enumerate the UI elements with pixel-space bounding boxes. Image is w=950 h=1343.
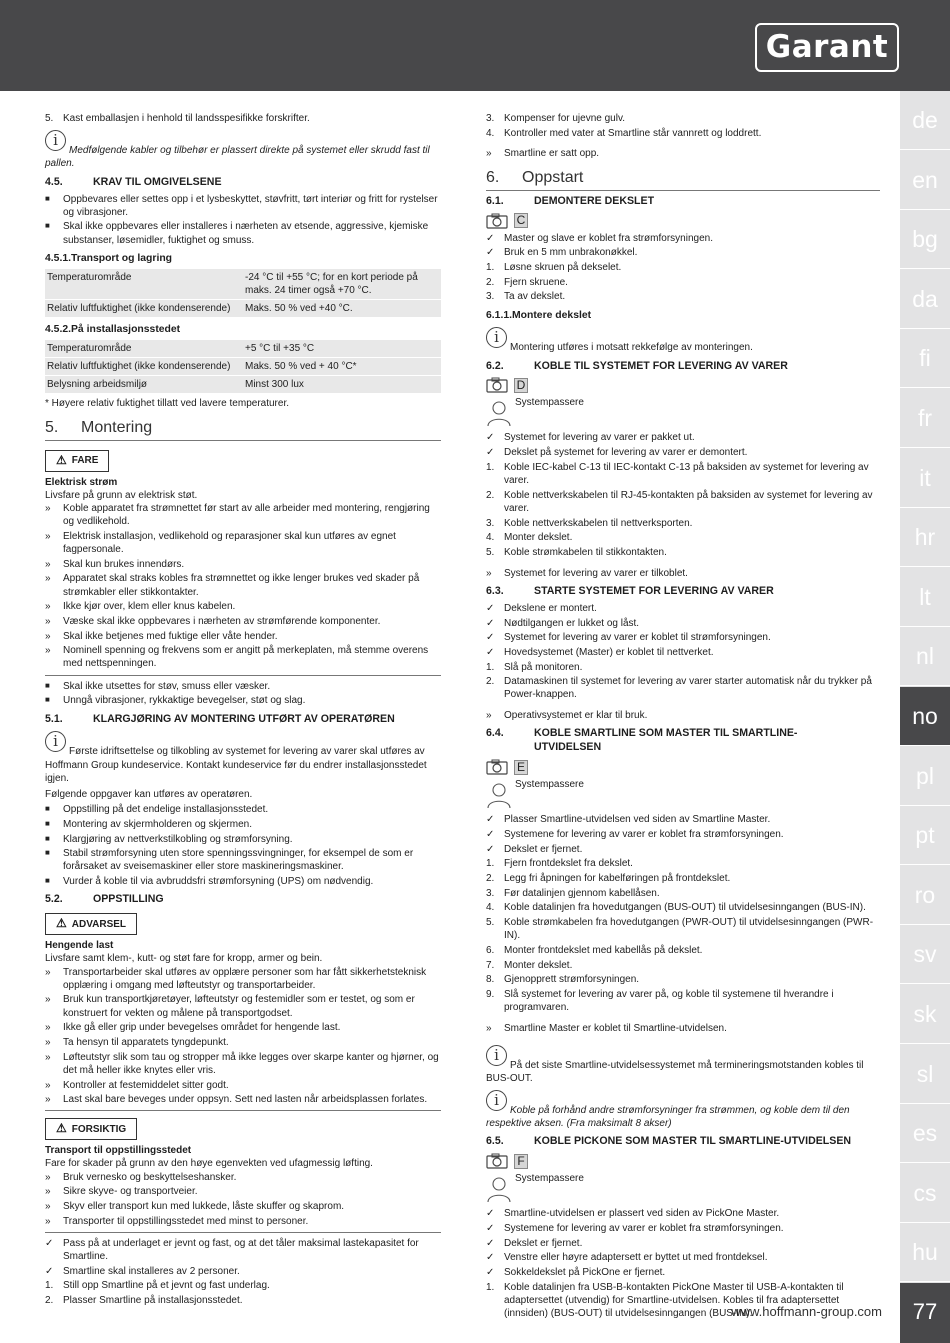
footnote: * Høyere relativ fuktighet tillatt ved lavere temperaturer.	[45, 398, 289, 410]
list-item: ✓ Dekslet på systemet for levering av varer er demontert.	[486, 447, 748, 459]
step-list	[45, 1279, 441, 1307]
personnel-requirement: Systempassere	[486, 778, 880, 809]
result-item: » Systemet for levering av varer er tilkoblet.	[486, 567, 688, 579]
step-item: 1. Fjern frontdekslet fra dekslet.	[486, 858, 633, 870]
step-item: 1. Koble IEC-kabel C-13 til IEC-kontakt C-13 på baksiden av systemet for levering av varer.	[486, 461, 869, 487]
figure-reference	[486, 1153, 880, 1169]
info-icon: i	[486, 1045, 507, 1066]
list-item: ✓ Pass på at underlaget er jevnt og fast, og at det tåler maksimal lastekapasitet for Smartline.	[45, 1237, 419, 1263]
list-item: ✓ Hovedsystemet (Master) er koblet til nettverket.	[486, 646, 714, 658]
step-item: 6. Monter frontdekslet med kabellås på dekslet.	[486, 944, 703, 956]
page-header	[0, 0, 950, 91]
step-list	[486, 857, 880, 1014]
list-item: ■ Stabil strømforsyning uten store spenningssvingninger, for eksempel de som er forårsaket av sveisemaskiner eller store maskineringsmaskiner.	[45, 848, 414, 873]
figure-reference	[486, 377, 880, 393]
info-note: i Montering utføres i motsatt rekkefølge av monteringen.	[486, 327, 880, 354]
hazard-title: Elektrisk strøm	[45, 476, 118, 488]
list-item: » Nominell spenning og frekvens som er angitt på merkeplaten, må stemme overens med nettspenningen.	[45, 645, 429, 670]
language-tab-en[interactable]: en	[900, 151, 950, 210]
step-item: 4. Monter dekslet.	[486, 532, 573, 544]
table-key-cell: Relativ luftfuktighet (ikke kondenserende)	[45, 299, 243, 317]
hazard-description: Livsfare på grunn av elektrisk støt.	[45, 489, 198, 501]
square-list	[45, 803, 441, 888]
divider	[45, 1110, 441, 1111]
step-item: 1. Koble datalinjen fra USB-B-kontakten PickOne Master til USB-A-kontakten til adaptersettet (utvendig) for Smartline-utvidelsen. Kobles til fra adaptersettet (innsiden) (BUS-OUT) til utvidelsesinngangen (BUS-IN).	[486, 1281, 844, 1320]
spec-table-installation	[45, 340, 441, 395]
list-item: » Løfteutstyr slik som tau og stropper må ikke legges over skarpe kanter og hjørner, og det må heller ikke knytes eller vris.	[45, 1051, 439, 1076]
chapter-heading: 5. Montering	[45, 417, 441, 441]
divider	[45, 1232, 441, 1233]
list-item: ■ Unngå vibrasjoner, rykkaktige bevegelser, støt og slag.	[45, 695, 306, 707]
info-note: i Koble på forhånd andre strømforsyninger fra strømmen, og koble dem til den respektive aksen. (Fra maksimalt 8 akser)	[486, 1090, 850, 1130]
language-tab-pl[interactable]: pl	[900, 747, 950, 806]
caution-label: ⚠ FORSIKTIG	[45, 1118, 137, 1140]
step-item: 3. Koble nettverkskabelen til nettverksporten.	[486, 517, 693, 529]
section-heading: 5.1. KLARGJØRING AV MONTERING UTFØRT AV OPERATØREN	[45, 712, 395, 725]
table-value-cell: Minst 300 lux	[243, 376, 441, 394]
list-item: ■ Oppbevares eller settes opp i et lysbeskyttet, støvfritt, tørt interiør og fritt for rystelser og vibrasjoner.	[45, 193, 438, 218]
left-column	[45, 112, 441, 1309]
language-tab-hu[interactable]: hu	[900, 1223, 950, 1282]
list-item: » Skyv eller transport kun med lukkede, låste skuffer og skaprom.	[45, 1200, 345, 1212]
list-item: ■ Skal ikke oppbevares eller installeres i nærheten av etsende, aggressive, kjemiske substanser, løsemidler, fuktighet og smuss.	[45, 221, 429, 246]
check-list	[486, 813, 880, 856]
list-item: ✓ Systemet for levering av varer er pakket ut.	[486, 432, 695, 444]
list-item: ✓ Sokkeldekslet på PickOne er fjernet.	[486, 1267, 666, 1279]
language-tab-es[interactable]: es	[900, 1104, 950, 1163]
person-icon	[486, 400, 512, 427]
page-number: 77	[900, 1283, 950, 1343]
section-heading: 4.5. KRAV TIL OMGIVELSENE	[45, 175, 222, 188]
language-sidebar	[900, 91, 950, 1343]
list-item: ✓ Smartline-utvidelsen er plassert ved siden av PickOne Master.	[486, 1208, 780, 1220]
square-list	[45, 680, 441, 708]
step-item: 2. Plasser Smartline på installasjonsstedet.	[45, 1295, 243, 1307]
list-item: ✓ Master og slave er koblet fra strømforsyningen.	[486, 232, 713, 244]
hazard-title: Transport til oppstillingsstedet	[45, 1145, 192, 1157]
warning-triangle-icon: ⚠	[56, 1121, 67, 1136]
camera-icon	[486, 759, 508, 775]
check-list	[486, 602, 880, 659]
table-value-cell: Maks. 50 % ved +40 °C.	[243, 299, 441, 317]
figure-letter: C	[514, 213, 528, 228]
figure-letter: E	[514, 760, 528, 775]
language-tab-no[interactable]: no	[900, 687, 950, 746]
figure-reference	[486, 759, 880, 775]
language-tab-de[interactable]: de	[900, 91, 950, 150]
section-heading: 5.2. OPPSTILLING	[45, 893, 164, 906]
warning-triangle-icon: ⚠	[56, 452, 67, 467]
step-list	[486, 1281, 880, 1321]
list-item: ✓ Systemene for levering av varer er koblet fra strømforsyningen.	[486, 828, 784, 840]
list-item: ✓ Dekslet er fjernet.	[486, 1237, 583, 1249]
step-list	[486, 261, 880, 304]
list-item: » Koble apparatet fra strømnettet før start av alle arbeider med montering, rengjøring og vedlikehold.	[45, 502, 430, 528]
spec-table-transport	[45, 269, 441, 319]
garant-logo: Garant	[755, 23, 899, 72]
info-note: i Medfølgende kabler og tilbehør er plassert direkte på systemet eller skrudd fast til pallen.	[45, 131, 430, 170]
list-item: ✓ Venstre eller høyre adaptersett er byttet ut med frontdeksel.	[486, 1252, 768, 1264]
instruction-list	[45, 502, 441, 671]
step-item: 1. Løsne skruen på dekselet.	[486, 262, 622, 274]
result-item: » Operativsystemet er klar til bruk.	[486, 710, 648, 722]
language-tab-fi[interactable]: fi	[900, 329, 950, 388]
list-item: » Transportarbeider skal utføres av opplære personer som har fått sikkerhetsteknisk opplæring i omgang med løfteutstyr og transportarbeider.	[45, 966, 427, 991]
list-item: ✓ Smartline skal installeres av 2 personer.	[45, 1265, 240, 1277]
divider	[45, 675, 441, 676]
list-item: » Ta hensyn til apparatets tyngdepunkt.	[45, 1036, 229, 1048]
language-tab-cs[interactable]: cs	[900, 1164, 950, 1223]
table-row	[45, 340, 441, 358]
language-tab-lt[interactable]: lt	[900, 568, 950, 627]
step-list	[486, 461, 880, 559]
check-list	[45, 1237, 441, 1278]
language-tab-pt[interactable]: pt	[900, 806, 950, 865]
subsection-heading: 6.1.1. Montere dekslet	[486, 309, 592, 321]
hazard-description: Fare for skader på grunn av den høye egenvekten ved ufagmessig løfting.	[45, 1158, 373, 1170]
step-item: 3. Før datalinjen gjennom kabellåsen.	[486, 887, 660, 899]
info-note: i På det siste Smartline-utvidelsessystemet må termineringsmotstanden kobles til BUS-OUT.	[486, 1045, 864, 1084]
list-item: » Bruk kun transportkjøretøyer, løfteutstyr og festemidler som er testet, og som er konstruert for vekten og målene på transportgodset.	[45, 994, 415, 1019]
check-list	[486, 232, 880, 260]
table-key-cell: Temperaturområde	[45, 269, 243, 300]
language-tab-it[interactable]: it	[900, 449, 950, 508]
list-item: ■ Vurder å koble til via avbruddsfri strømforsyning (UPS) om nødvendig.	[45, 876, 374, 888]
step-list	[486, 112, 880, 140]
figure-reference	[486, 213, 880, 229]
personnel-requirement: Systempassere	[486, 1172, 880, 1203]
step-item: 7. Monter dekslet.	[486, 959, 573, 971]
list-item: » Skal ikke betjenes med fuktige eller våte hender.	[45, 630, 278, 642]
section-heading: 6.1. DEMONTERE DEKSLET	[486, 194, 655, 207]
list-item: » Sikre skyve- og transportveier.	[45, 1186, 198, 1198]
subsection-heading: 4.5.2. På installasjonsstedet	[45, 324, 181, 336]
step-item: 8. Gjenopprett strømforsyningen.	[486, 974, 640, 986]
result-item: » Smartline er satt opp.	[486, 148, 600, 160]
section-heading: 6.4. KOBLE SMARTLINE SOM MASTER TIL SMARTLINE-UTVIDELSEN	[486, 727, 798, 754]
warning-triangle-icon: ⚠	[56, 916, 67, 931]
warning-label: ⚠ ADVARSEL	[45, 913, 137, 935]
footer-url[interactable]: www.hoffmann-group.com	[731, 1304, 882, 1319]
table-key-cell: Temperaturområde	[45, 340, 243, 358]
person-icon	[486, 1176, 512, 1203]
paragraph: Følgende oppgaver kan utføres av operatøren.	[45, 789, 253, 801]
step-list	[486, 661, 880, 702]
language-tab-ro[interactable]: ro	[900, 866, 950, 925]
section-heading: 6.5. KOBLE PICKONE SOM MASTER TIL SMARTLINE-UTVIDELSEN	[486, 1135, 852, 1148]
step-item: 1. Still opp Smartline på et jevnt og fast underlag.	[45, 1280, 270, 1292]
step-item: 1. Slå på monitoren.	[486, 661, 583, 673]
list-item: ✓ Systemene for levering av varer er koblet fra strømforsyningen.	[486, 1222, 784, 1234]
result-item: » Smartline Master er koblet til Smartline-utvidelsen.	[486, 1022, 727, 1034]
list-item: 5. Kast emballasjen i henhold til landsspesifikke forskrifter.	[45, 113, 310, 124]
check-list	[486, 431, 880, 459]
table-row	[45, 299, 441, 317]
step-item: 5. Koble strømkabelen fra hovedutgangen (PWR-OUT) til utvidelsesinngangen (PWR-IN).	[486, 917, 874, 942]
list-item: » Ikke gå eller grip under bevegelses området for hengende last.	[45, 1022, 341, 1034]
list-item: ✓ Dekslene er montert.	[486, 602, 597, 614]
step-item: 3. Kompenser for ujevne gulv.	[486, 113, 625, 124]
right-column	[486, 112, 880, 1322]
list-item: » Ikke kjør over, klem eller knus kabelen.	[45, 601, 236, 613]
figure-letter: D	[514, 378, 528, 393]
hazard-title: Hengende last	[45, 940, 114, 952]
section-heading: 6.3. STARTE SYSTEMET FOR LEVERING AV VARER	[486, 584, 774, 597]
camera-icon	[486, 377, 508, 393]
table-key-cell: Belysning arbeidsmiljø	[45, 376, 243, 394]
info-icon: i	[45, 130, 66, 151]
step-item: 2. Datamaskinen til systemet for levering av varer starter automatisk når du trykker på Power-knappen.	[486, 676, 872, 701]
table-row	[45, 376, 441, 394]
camera-icon	[486, 1153, 508, 1169]
info-icon: i	[45, 731, 66, 752]
language-tab-hr[interactable]: hr	[900, 508, 950, 567]
table-value-cell: Maks. 50 % ved + 40 °C*	[243, 358, 441, 376]
language-tab-sl[interactable]: sl	[900, 1045, 950, 1104]
list-item: ✓ Bruk en 5 mm unbrakonøkkel.	[486, 247, 638, 259]
list-item: » Bruk vernesko og beskyttelseshansker.	[45, 1171, 237, 1183]
list-item: ✓ Dekslet er fjernet.	[486, 843, 583, 855]
check-list	[486, 1207, 880, 1279]
info-icon: i	[486, 327, 507, 348]
list-item: ✓ Systemet for levering av varer er koblet til strømforsyningen.	[486, 632, 771, 644]
table-row	[45, 358, 441, 376]
step-item: 3. Ta av dekslet.	[486, 291, 566, 303]
list-item: » Væske skal ikke oppbevares i nærheten av strømførende komponenter.	[45, 615, 381, 627]
language-tab-sk[interactable]: sk	[900, 985, 950, 1044]
personnel-requirement: Systempassere	[486, 396, 880, 427]
list-item: ■ Skal ikke utsettes for støv, smuss eller væsker.	[45, 680, 271, 692]
table-row	[45, 269, 441, 300]
language-tab-bg[interactable]: bg	[900, 210, 950, 269]
step-item: 4. Kontroller med vater at Smartline står vannrett og loddrett.	[486, 127, 762, 139]
subsection-heading: 4.5.1. Transport og lagring	[45, 252, 173, 264]
camera-icon	[486, 213, 508, 229]
square-list	[45, 193, 441, 247]
table-key-cell: Relativ luftfuktighet (ikke kondenserende)	[45, 358, 243, 376]
instruction-list	[45, 1171, 441, 1228]
language-tab-sv[interactable]: sv	[900, 925, 950, 984]
hazard-description: Livsfare samt klem-, kutt- og støt fare for kropp, armer og bein.	[45, 953, 323, 965]
list-item: ■ Montering av skjermholderen og skjermen.	[45, 818, 252, 830]
section-heading: 6.2. KOBLE TIL SYSTEMET FOR LEVERING AV VARER	[486, 359, 788, 372]
chapter-heading: 6. Oppstart	[486, 167, 880, 191]
table-value-cell: -24 °C til +55 °C; for en kort periode på maks. 24 timer også +70 °C.	[243, 269, 441, 300]
table-value-cell: +5 °C til +35 °C	[243, 340, 441, 358]
figure-letter: F	[514, 1154, 528, 1169]
step-item: 2. Fjern skruene.	[486, 276, 568, 288]
info-note: i Første idriftsettelse og tilkobling av systemet for levering av varer skal utføres av Hoffmann Group kundeservice. Kontakt kundeservice før du endrer installasjonsstedet igjen.	[45, 732, 427, 784]
info-icon: i	[486, 1090, 507, 1111]
list-item: ✓ Plasser Smartline-utvidelsen ved siden av Smartline Master.	[486, 814, 771, 826]
person-icon	[486, 782, 512, 809]
language-tab-da[interactable]: da	[900, 270, 950, 329]
step-item: 2. Legg fri åpningen for kabelføringen på frontdekslet.	[486, 873, 731, 884]
step-item: 9. Slå systemet for levering av varer på, og koble til systemene til hverandre i programvaren.	[486, 989, 834, 1014]
list-item: ■ Klargjøring av nettverkstilkobling og strømforsyning.	[45, 833, 293, 845]
list-item: » Kontroller at festemiddelet sitter godt.	[45, 1079, 229, 1091]
step-item: 2. Koble nettverkskabelen til RJ-45-kontakten på baksiden av systemet for levering av varer.	[486, 489, 873, 514]
danger-label: ⚠ FARE	[45, 450, 109, 472]
list-item: » Elektrisk installasjon, vedlikehold og reparasjoner skal kun utføres av egnet fagpersonale.	[45, 530, 396, 555]
list-item: ✓ Nødtilgangen er lukket og låst.	[486, 617, 640, 629]
list-item: » Transporter til oppstillingsstedet med minst to personer.	[45, 1215, 309, 1227]
list-item: » Skal kun brukes innendørs.	[45, 558, 185, 570]
list-item: » Apparatet skal straks kobles fra strømnettet og ikke lenger brukes ved skader på strømkabler eller stikkontakter.	[45, 573, 420, 598]
step-item: 4. Koble datalinjen fra hovedutgangen (BUS-OUT) til utvidelsesinngangen (BUS-IN).	[486, 902, 866, 914]
language-tab-nl[interactable]: nl	[900, 627, 950, 686]
step-item: 5. Koble strømkabelen til stikkontakten.	[486, 546, 667, 558]
list-item: ■ Oppstilling på det endelige installasjonsstedet.	[45, 804, 269, 816]
instruction-list	[45, 966, 441, 1107]
language-tab-fr[interactable]: fr	[900, 389, 950, 448]
list-item: » Last skal bare beveges under oppsyn. Sett ned lasten når arbeidsplassen forlates.	[45, 1094, 428, 1106]
